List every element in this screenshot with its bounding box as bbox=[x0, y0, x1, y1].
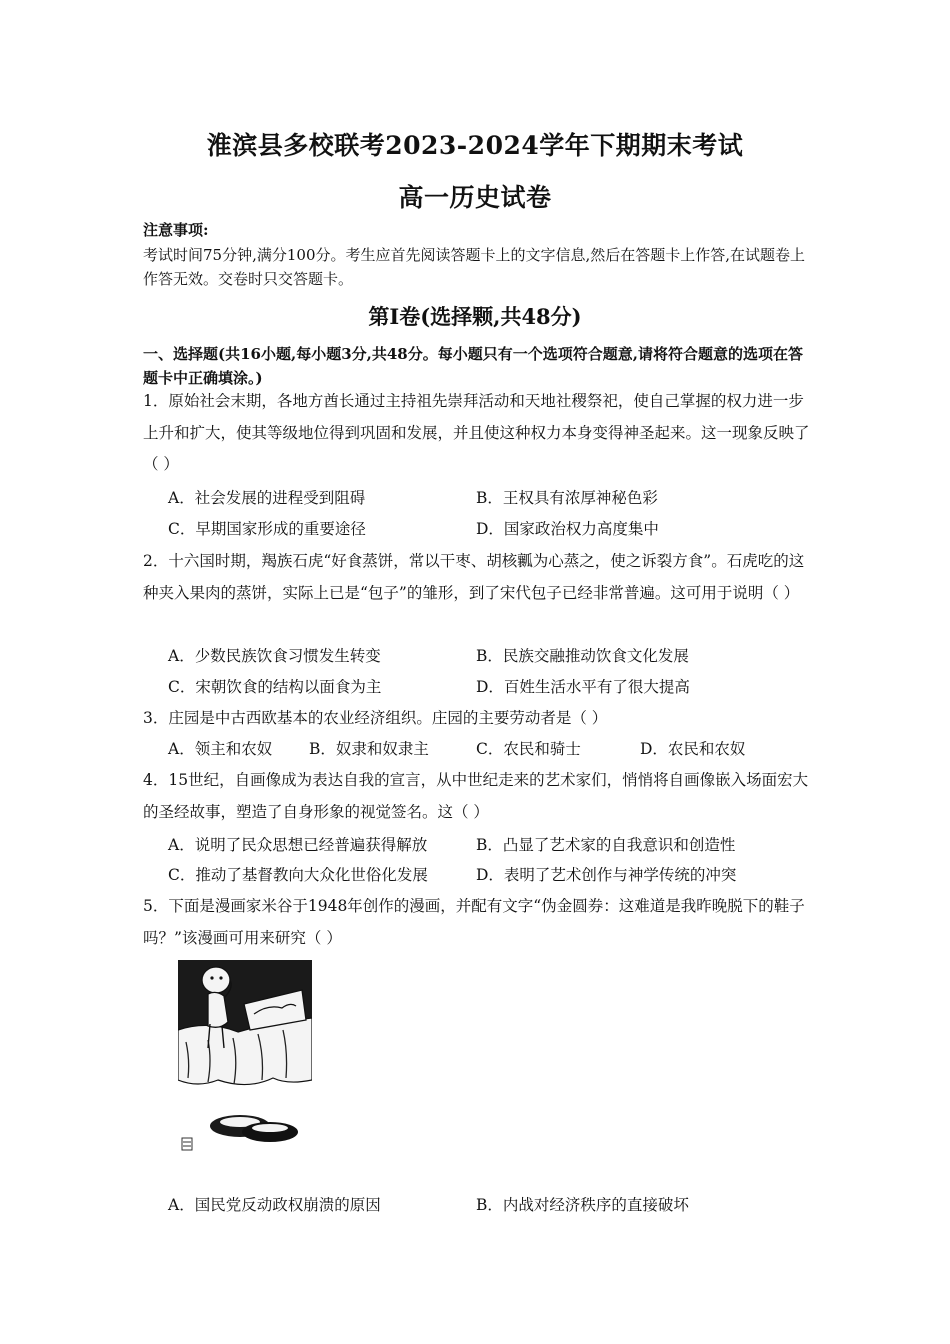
q5-option-b[interactable]: B．内战对经济秩序的直接破坏 bbox=[476, 1196, 689, 1214]
question-4-stem: 4．15世纪，自画像成为表达自我的宣言，从中世纪走来的艺术家们，悄悄将自画像嵌入场面宏大的圣经故事，塑造了自身形象的视觉签名。这（ ） bbox=[143, 771, 809, 821]
notice-text: 考试时间75分钟,满分100分。考生应首先阅读答题卡上的文字信息,然后在答题卡上作答,在试题卷上作答无效。交卷时只交答题卡。 bbox=[143, 246, 806, 288]
question-3-stem: 3．庄园是中古西欧基本的农业经济组织。庄园的主要劳动者是（ ） bbox=[143, 709, 608, 727]
section-title: 第Ⅰ卷(选择颗,共48分) bbox=[368, 304, 582, 329]
exam-subtitle: 高一历史试卷 bbox=[398, 183, 552, 212]
cartoon-image bbox=[178, 960, 312, 1156]
question-1-stem: 1．原始社会末期，各地方酋长通过主持祖先崇拜活动和天地社稷祭祀，使自己掌握的权力进一步上升和扩大，使其等级地位得到巩固和发展，并且使这种权力本身变得神圣起来。这一现象反映了（ ） bbox=[143, 392, 810, 473]
q4-option-b[interactable]: B．凸显了艺术家的自我意识和创造性 bbox=[476, 836, 736, 854]
question-5-stem: 5．下面是漫画家米谷于1948年创作的漫画，并配有文字“伪金圆券：这难道是我昨晚脱下的鞋子吗？”该漫画可用来研究（ ） bbox=[143, 897, 805, 947]
section-instructions: 一、选择题(共16小题,每小题3分,共48分。每小题只有一个选项符合题意,请将符合题意的选项在答题卡中正确填涂。) bbox=[143, 345, 803, 387]
q1-option-d[interactable]: D．国家政治权力高度集中 bbox=[476, 520, 659, 538]
q3-option-a[interactable]: A．领主和农奴 bbox=[168, 740, 273, 758]
notice-heading: 注意事项: bbox=[143, 221, 209, 239]
q3-option-b[interactable]: B．奴隶和奴隶主 bbox=[309, 740, 429, 758]
q2-option-a[interactable]: A．少数民族饮食习惯发生转变 bbox=[168, 647, 381, 665]
q5-option-a[interactable]: A．国民党反动政权崩溃的原因 bbox=[168, 1196, 381, 1214]
q1-option-c[interactable]: C．早期国家形成的重要途径 bbox=[168, 520, 366, 538]
question-2-stem: 2．十六国时期，羯族石虎“好食蒸饼，常以干枣、胡核瓤为心蒸之，使之诉裂方食”。石虎吃的这种夹入果肉的蒸饼，实际上已是“包子”的雏形，到了宋代包子已经非常普遍。这可用于说明（ ） bbox=[143, 552, 805, 602]
q4-option-d[interactable]: D．表明了艺术创作与神学传统的冲突 bbox=[476, 866, 737, 884]
q1-option-a[interactable]: A．社会发展的进程受到阻碍 bbox=[168, 489, 366, 507]
exam-title: 淮滨县多校联考2023-2024学年下期期末考试 bbox=[206, 131, 744, 160]
q3-option-d[interactable]: D．农民和农奴 bbox=[640, 740, 746, 758]
q2-option-c[interactable]: C．宋朝饮食的结构以面食为主 bbox=[168, 678, 382, 696]
q4-option-c[interactable]: C．推动了基督教向大众化世俗化发展 bbox=[168, 866, 428, 884]
q2-option-b[interactable]: B．民族交融推动饮食文化发展 bbox=[476, 647, 689, 665]
q1-option-b[interactable]: B．王权具有浓厚神秘色彩 bbox=[476, 489, 658, 507]
q4-option-a[interactable]: A．说明了民众思想已经普遍获得解放 bbox=[168, 836, 428, 854]
q2-option-d[interactable]: D．百姓生活水平有了很大提高 bbox=[476, 678, 690, 696]
q3-option-c[interactable]: C．农民和骑士 bbox=[476, 740, 581, 758]
